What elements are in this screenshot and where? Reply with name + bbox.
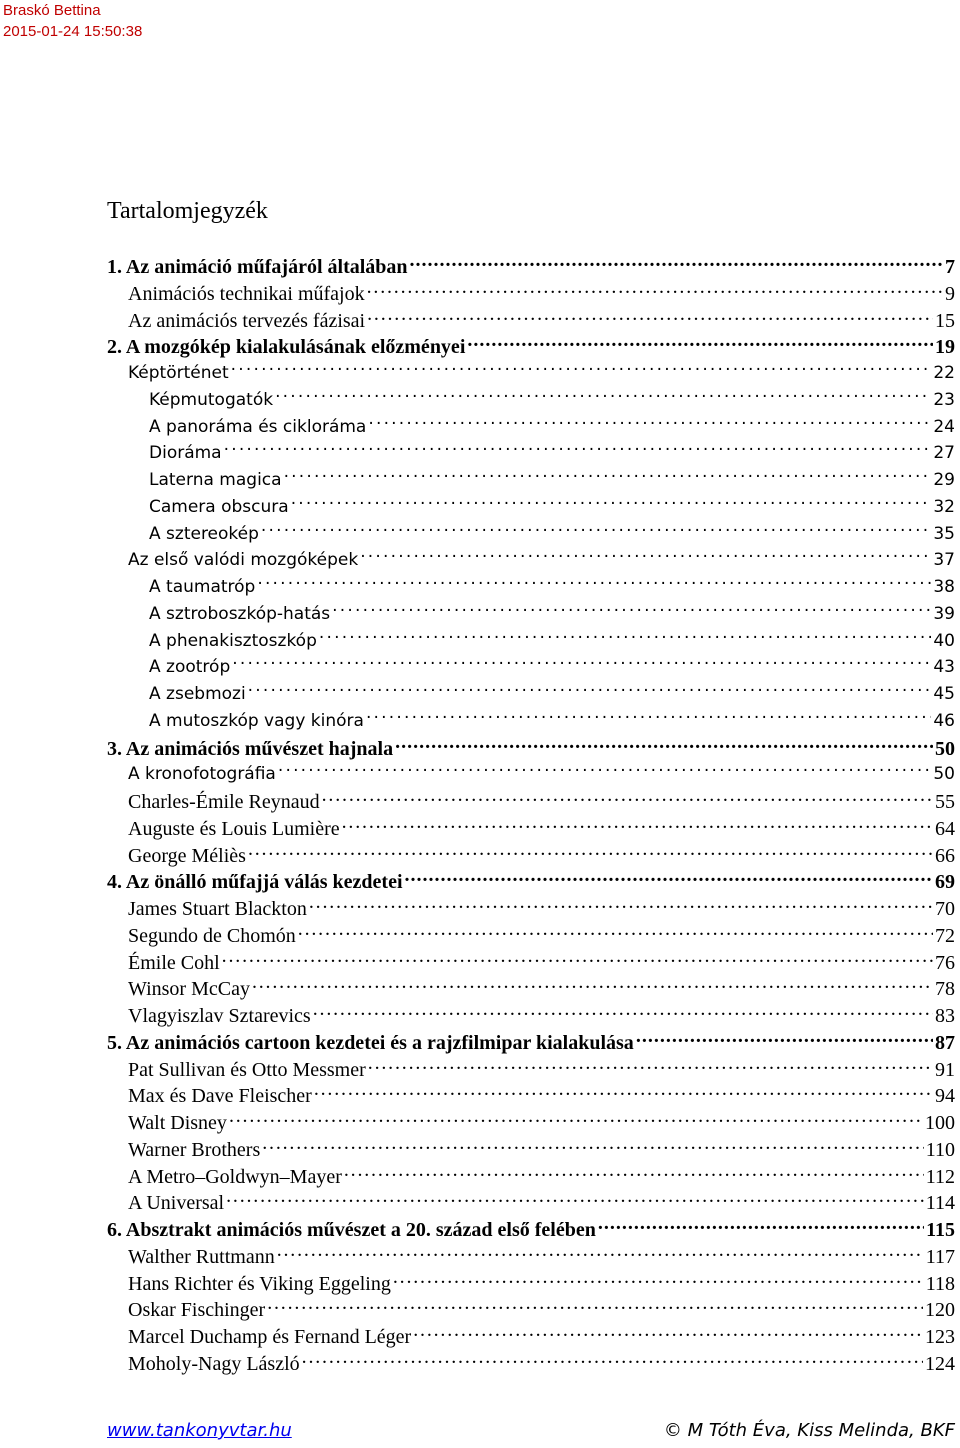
toc-page-number: 40 xyxy=(933,630,955,651)
toc-leader-dots xyxy=(342,815,933,835)
toc-entry-label: Oskar Fischinger xyxy=(128,1299,266,1322)
toc-entry-label: A taumatróp xyxy=(149,577,256,597)
toc-entry[interactable] xyxy=(107,547,955,574)
toc-page-number: 118 xyxy=(925,1272,955,1295)
toc-leader-dots xyxy=(368,1056,933,1076)
toc-entry-label: Képmutogatók xyxy=(149,389,274,410)
toc-page-number: 55 xyxy=(935,791,955,813)
toc-page-number: 38 xyxy=(933,577,955,597)
toc-entry[interactable] xyxy=(107,922,955,949)
toc-leader-dots xyxy=(231,361,932,378)
toc-page-number: 64 xyxy=(935,817,955,840)
toc-leader-dots xyxy=(261,522,931,539)
toc-entry[interactable] xyxy=(107,1056,955,1083)
toc-entry-label: Laterna magica xyxy=(149,470,282,490)
toc-page-number: 112 xyxy=(925,1165,955,1188)
toc-page-number: 43 xyxy=(933,657,955,678)
toc-leader-dots xyxy=(467,333,933,353)
toc-leader-dots xyxy=(309,895,933,915)
toc-page-number: 24 xyxy=(933,416,955,437)
toc-entry-label: A zsebmozi xyxy=(149,684,246,704)
table-of-contents xyxy=(107,253,955,1377)
stamp-author: Braskó Bettina xyxy=(3,2,101,19)
toc-entry[interactable] xyxy=(107,280,955,307)
toc-page-number: 19 xyxy=(935,336,955,359)
toc-entry[interactable] xyxy=(107,521,955,548)
toc-entry-label: 6. Absztrakt animációs művészet a 20. század első felében xyxy=(107,1219,596,1241)
toc-page-number: 115 xyxy=(926,1219,955,1241)
toc-leader-dots xyxy=(291,495,932,512)
toc-entry[interactable] xyxy=(107,1109,955,1136)
toc-page-number: 50 xyxy=(935,737,955,760)
toc-page-number: 72 xyxy=(935,924,955,947)
toc-entry[interactable] xyxy=(107,815,955,842)
toc-entry-label: Vlagyiszlav Sztarevics xyxy=(128,1005,311,1027)
toc-leader-dots xyxy=(344,1163,924,1183)
toc-entry[interactable] xyxy=(107,307,955,334)
toc-entry-label: A Universal xyxy=(128,1192,225,1215)
toc-entry-label: 2. A mozgókép kialakulásának előzményei xyxy=(107,336,466,359)
toc-chapter[interactable] xyxy=(107,1216,955,1243)
toc-entry[interactable] xyxy=(107,1270,955,1297)
toc-entry-label: Camera obscura xyxy=(149,496,289,517)
toc-page-number: 123 xyxy=(925,1326,955,1348)
toc-page-number: 27 xyxy=(933,443,955,464)
toc-entry[interactable] xyxy=(107,654,955,681)
toc-leader-dots xyxy=(277,1243,924,1263)
toc-entry[interactable] xyxy=(107,628,955,655)
toc-page-number: 78 xyxy=(935,978,955,1001)
toc-page-number: 83 xyxy=(935,1005,955,1027)
toc-leader-dots xyxy=(275,388,931,405)
toc-entry[interactable] xyxy=(107,1323,955,1350)
toc-page-number: 9 xyxy=(945,282,955,305)
annotation-stamp xyxy=(3,0,142,42)
toc-leader-dots xyxy=(232,655,931,672)
toc-entry-label: Auguste és Louis Lumière xyxy=(128,817,340,840)
toc-entry-label: Dioráma xyxy=(149,443,222,464)
toc-leader-dots xyxy=(367,307,933,327)
toc-entry[interactable] xyxy=(107,1082,955,1109)
toc-entry-label: 5. Az animációs cartoon kezdetei és a rajzfilmipar kialakulása xyxy=(107,1031,634,1054)
toc-entry[interactable] xyxy=(107,761,955,788)
toc-entry[interactable] xyxy=(107,601,955,628)
toc-entry[interactable] xyxy=(107,467,955,494)
toc-leader-dots xyxy=(319,629,931,646)
toc-page-number: 7 xyxy=(945,256,955,278)
toc-page-number: 117 xyxy=(925,1245,955,1268)
toc-leader-dots xyxy=(267,1296,923,1316)
toc-entry-label: Moholy-Nagy László xyxy=(128,1352,300,1375)
toc-entry-label: Az animációs tervezés fázisai xyxy=(128,309,366,332)
toc-entry-label: James Stuart Blackton xyxy=(128,898,307,920)
toc-entry-label: A phenakisztoszkóp xyxy=(149,630,317,651)
toc-entry[interactable] xyxy=(107,1002,955,1029)
toc-entry[interactable] xyxy=(107,681,955,708)
footer-copyright: © M Tóth Éva, Kiss Melinda, BKF xyxy=(663,1420,955,1441)
page-title: Tartalomjegyzék xyxy=(107,198,268,224)
toc-page-number: 110 xyxy=(925,1138,955,1161)
toc-entry-label: A mutoszkóp vagy kinóra xyxy=(149,710,364,731)
toc-chapter[interactable] xyxy=(107,735,955,762)
toc-entry-label: Warner Brothers xyxy=(128,1138,261,1161)
toc-entry[interactable] xyxy=(107,788,955,815)
toc-entry[interactable] xyxy=(107,414,955,441)
toc-leader-dots xyxy=(367,280,943,300)
toc-entry-label: Marcel Duchamp és Fernand Léger xyxy=(128,1326,412,1348)
toc-leader-dots xyxy=(405,868,933,888)
toc-page-number: 124 xyxy=(925,1352,955,1375)
toc-leader-dots xyxy=(222,949,933,969)
toc-entry-label: A Metro–Goldwyn–Mayer xyxy=(128,1165,342,1188)
toc-chapter[interactable] xyxy=(107,333,955,360)
toc-page-number: 39 xyxy=(933,603,955,624)
toc-entry[interactable] xyxy=(107,949,955,976)
toc-leader-dots xyxy=(284,468,932,485)
toc-entry[interactable] xyxy=(107,895,955,922)
toc-entry-label: 3. Az animációs művészet hajnala xyxy=(107,737,394,760)
toc-page-number: 35 xyxy=(933,523,955,544)
toc-entry-label: Walt Disney xyxy=(128,1112,227,1134)
toc-entry-label: 4. Az önálló műfajjá válás kezdetei xyxy=(107,871,403,894)
toc-entry[interactable] xyxy=(107,1136,955,1163)
toc-leader-dots xyxy=(248,842,933,862)
toc-page-number: 32 xyxy=(933,496,955,517)
toc-leader-dots xyxy=(313,1002,933,1022)
toc-entry-label: 1. Az animáció műfajáról általában xyxy=(107,256,408,278)
toc-entry-label: George Méliès xyxy=(128,844,246,867)
toc-page-number: 45 xyxy=(933,684,955,704)
toc-entry[interactable] xyxy=(107,1163,955,1190)
toc-leader-dots xyxy=(366,709,931,726)
toc-entry[interactable] xyxy=(107,574,955,601)
toc-entry-label: Charles-Émile Reynaud xyxy=(128,791,320,813)
toc-entry-label: Animációs technikai műfajok xyxy=(128,282,365,305)
toc-leader-dots xyxy=(252,975,933,995)
toc-page-number: 29 xyxy=(933,470,955,490)
toc-page-number: 15 xyxy=(935,309,955,332)
toc-entry-label: Az első valódi mozgóképek xyxy=(128,550,359,571)
footer-link[interactable]: www.tankonyvtar.hu xyxy=(107,1420,292,1441)
toc-entry-label: A sztroboszkóp-hatás xyxy=(149,603,331,624)
toc-leader-dots xyxy=(314,1082,933,1102)
toc-page-number: 87 xyxy=(935,1031,955,1054)
toc-entry-label: Winsor McCay xyxy=(128,978,250,1001)
toc-entry[interactable] xyxy=(107,1189,955,1216)
toc-entry-label: A sztereokép xyxy=(149,523,259,544)
toc-page-number: 94 xyxy=(935,1085,955,1108)
toc-entry-label: Képtörténet xyxy=(128,363,229,383)
toc-page-number: 22 xyxy=(933,363,955,383)
toc-leader-dots xyxy=(262,1136,924,1156)
toc-page-number: 23 xyxy=(933,389,955,410)
toc-leader-dots xyxy=(322,788,933,808)
toc-entry[interactable] xyxy=(107,494,955,521)
toc-page-number: 66 xyxy=(935,844,955,867)
toc-entry[interactable] xyxy=(107,387,955,414)
toc-entry-label: A panoráma és ciklorámа xyxy=(149,416,367,437)
toc-page-number: 91 xyxy=(935,1058,955,1081)
toc-entry-label: Émile Cohl xyxy=(128,951,220,974)
toc-leader-dots xyxy=(636,1029,933,1049)
toc-entry[interactable] xyxy=(107,1243,955,1270)
toc-page-number: 120 xyxy=(925,1299,955,1322)
toc-entry[interactable] xyxy=(107,440,955,467)
toc-entry[interactable] xyxy=(107,1350,955,1377)
toc-leader-dots xyxy=(410,253,943,273)
toc-leader-dots xyxy=(393,1270,924,1290)
toc-leader-dots xyxy=(395,735,933,755)
toc-entry-label: A kronofotográfia xyxy=(128,764,276,785)
toc-leader-dots xyxy=(413,1323,923,1343)
page-footer xyxy=(107,1419,955,1443)
toc-leader-dots xyxy=(368,415,931,432)
toc-leader-dots xyxy=(332,602,931,619)
toc-entry[interactable] xyxy=(107,975,955,1002)
toc-leader-dots xyxy=(278,762,932,779)
toc-page-number: 37 xyxy=(933,550,955,571)
toc-chapter[interactable] xyxy=(107,1029,955,1056)
toc-entry[interactable] xyxy=(107,708,955,735)
toc-page-number: 46 xyxy=(933,710,955,731)
toc-leader-dots xyxy=(298,922,933,942)
toc-page-number: 50 xyxy=(933,764,955,785)
toc-page-number: 70 xyxy=(935,898,955,920)
toc-page-number: 76 xyxy=(935,951,955,974)
toc-leader-dots xyxy=(224,441,932,458)
toc-page-number: 100 xyxy=(925,1112,955,1134)
toc-leader-dots xyxy=(598,1216,924,1236)
toc-leader-dots xyxy=(257,575,931,592)
toc-entry-label: Pat Sullivan és Otto Messmer xyxy=(128,1058,366,1081)
toc-entry[interactable] xyxy=(107,842,955,869)
toc-page-number: 69 xyxy=(935,871,955,894)
toc-entry-label: Max és Dave Fleischer xyxy=(128,1085,312,1108)
toc-chapter[interactable] xyxy=(107,253,955,280)
stamp-timestamp: 2015-01-24 15:50:38 xyxy=(3,23,143,40)
toc-page-number: 114 xyxy=(925,1192,955,1215)
toc-leader-dots xyxy=(226,1189,924,1209)
toc-entry-label: A zootróp xyxy=(149,657,231,678)
toc-entry-label: Hans Richter és Viking Eggeling xyxy=(128,1272,391,1295)
toc-entry-label: Segundo de Chomón xyxy=(128,924,296,947)
toc-entry-label: Walther Ruttmann xyxy=(128,1245,275,1268)
toc-leader-dots xyxy=(360,548,931,565)
toc-leader-dots xyxy=(229,1109,923,1129)
toc-leader-dots xyxy=(302,1350,923,1370)
toc-entry[interactable] xyxy=(107,360,955,387)
toc-entry[interactable] xyxy=(107,1296,955,1323)
toc-leader-dots xyxy=(248,682,932,699)
toc-chapter[interactable] xyxy=(107,868,955,895)
